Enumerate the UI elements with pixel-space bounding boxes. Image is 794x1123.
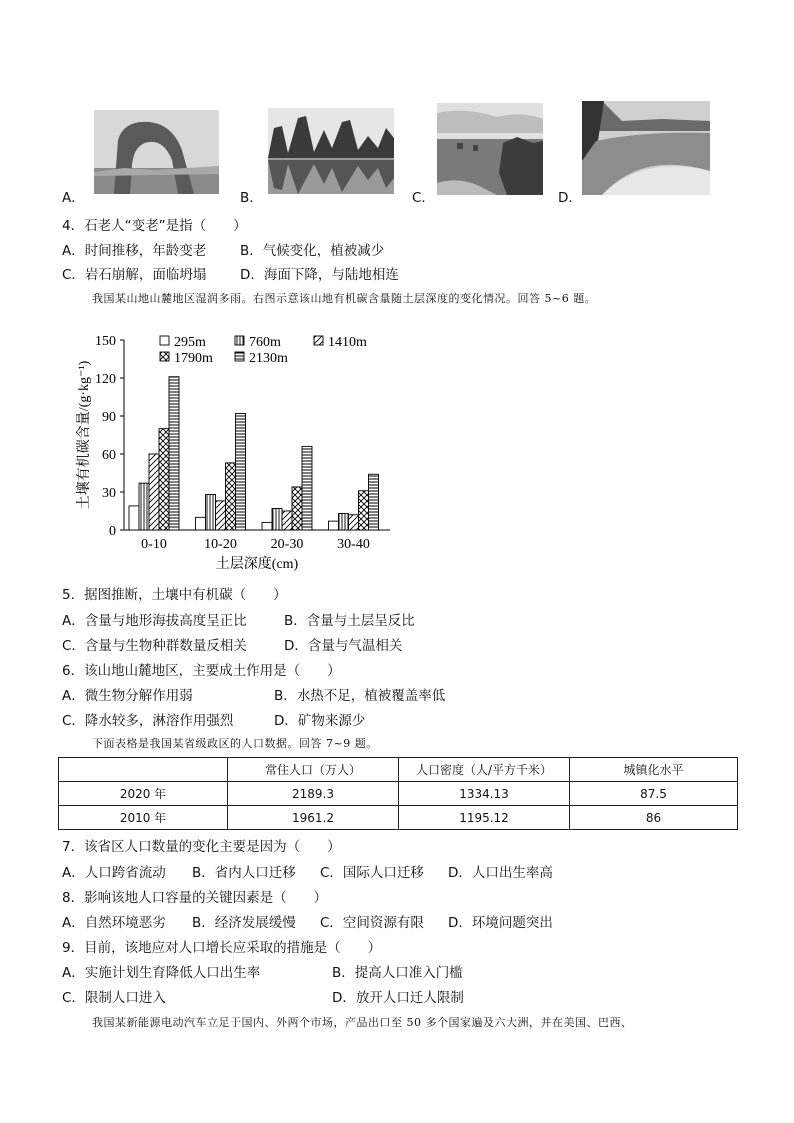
q4-option-b: B．气候变化，植被减少 [240,243,385,259]
bar [236,413,246,530]
q4-option-d: D．海面下降，与陆地相连 [240,267,399,283]
option-a-photo-arch [94,110,219,194]
legend-swatch [160,352,169,361]
q7-option-c: C．国际人口迁移 [320,865,424,881]
intro-7-9: 下面表格是我国某省级政区的人口数据。回答 7~9 题。 [92,737,378,750]
y-tick-label: 90 [102,410,116,425]
intro-last: 我国某新能源电动汽车立足于国内、外两个市场，产品出口至 50 多个国家遍及六大洲，并在美国、巴西、 [92,1016,633,1029]
q7-option-d: D．人口出生率高 [448,865,553,881]
legend-swatch [314,336,323,345]
bar [169,377,179,530]
q4-stem: 4．石老人“变老”是指（ ） [62,218,247,234]
bar [339,514,349,530]
q8-stem: 8．影响该地人口容量的关键因素是（ ） [62,890,328,906]
bar [216,501,226,530]
q5-option-d: D．含量与气温相关 [284,638,403,654]
bar [369,474,379,530]
q7-option-b: B．省内人口迁移 [192,865,296,881]
bar [272,508,282,530]
legend-label: 760m [249,335,281,350]
table-cell: 2189.3 [228,782,399,806]
table-row [59,806,738,830]
table-cell: 2010 年 [59,806,228,830]
q8-option-d: D．环境问题突出 [448,915,553,931]
population-table [58,757,738,830]
q6-option-a: A．微生物分解作用弱 [62,688,193,704]
q6-option-d: D．矿物来源少 [274,713,366,729]
legend-label: 1790m [174,351,213,366]
y-tick-label: 60 [102,448,116,463]
bar [159,429,169,530]
table-row [59,782,738,806]
bar [139,483,149,530]
legend-swatch [235,352,244,361]
bar [292,487,302,530]
bar [349,515,359,530]
y-tick-label: 30 [102,486,116,501]
q5-option-a: A．含量与地形海拔高度呈正比 [62,613,247,629]
legend-label: 1410m [328,335,367,350]
option-d-label: D． [558,190,582,206]
intro-5-6: 我国某山地山麓地区湿润多雨。右图示意该山地有机碳含量随土层深度的变化情况。回答 5~6 题。 [92,292,597,305]
q5-option-c: C．含量与生物种群数量反相关 [62,638,247,654]
bar [206,495,216,530]
q6-option-c: C．降水较多，淋溶作用强烈 [62,713,234,729]
option-b-label: B． [240,190,263,206]
y-tick-label: 150 [95,334,116,349]
option-d-photo-beach [582,101,710,195]
q8-option-b: B．经济发展缓慢 [192,915,296,931]
bar [329,521,339,530]
option-a-label: A． [62,190,85,206]
table-header-cell [59,758,228,782]
q9-option-d: D．放开人口迁人限制 [332,990,464,1006]
option-c-label: C． [412,190,435,206]
x-tick-label: 10-20 [204,537,237,552]
y-tick-label: 120 [95,372,116,387]
x-axis-label: 土层深度(cm) [215,557,299,572]
legend-swatch [160,336,169,345]
table-cell: 1195.12 [399,806,570,830]
q8-option-c: C．空间资源有限 [320,915,424,931]
x-tick-label: 0-10 [141,537,167,552]
table-header-cell: 城镇化水平 [570,758,738,782]
q4-option-c: C．岩石崩解，面临坍塌 [62,267,207,283]
legend-label: 2130m [249,351,288,366]
q6-stem: 6．该山地山麓地区，主要成土作用是（ ） [62,663,341,679]
q7-stem: 7．该省区人口数量的变化主要是因为（ ） [62,839,341,855]
bar [262,522,272,530]
bar [226,463,236,530]
organic-carbon-chart [70,330,400,572]
q9-option-c: C．限制人口进入 [62,990,166,1006]
bar [149,454,159,530]
table-header-row [59,758,738,782]
table-header-cell: 常住人口（万人） [228,758,399,782]
q4-option-a: A．时间推移，年龄变老 [62,243,207,259]
bar [359,491,369,530]
y-axis-label: 土壤有机碳含量/(g·kg⁻¹) [77,360,92,510]
q9-option-a: A．实施计划生育降低人口出生率 [62,965,261,981]
legend-swatch [235,336,244,345]
q5-option-b: B．含量与土层呈反比 [284,613,415,629]
q5-stem: 5．据图推断，土壤中有机碳（ ） [62,587,287,603]
q8-option-a: A．自然环境恶劣 [62,915,166,931]
y-tick-label: 0 [109,524,116,539]
table-cell: 2020 年 [59,782,228,806]
q7-option-a: A．人口跨省流动 [62,865,166,881]
option-b-photo-karst [268,108,394,194]
table-cell: 1961.2 [228,806,399,830]
table-cell: 1334.13 [399,782,570,806]
legend-label: 295m [174,335,206,350]
q9-option-b: B．提高人口准入门槛 [332,965,463,981]
table-header-cell: 人口密度（人/平方千米） [399,758,570,782]
bar [129,506,139,530]
bar [282,511,292,530]
q6-option-b: B．水热不足，植被覆盖率低 [274,688,446,704]
bar [196,517,206,530]
x-tick-label: 20-30 [270,537,304,552]
table-cell: 86 [570,806,738,830]
x-tick-label: 30-40 [337,537,370,552]
option-c-photo-sea-stacks [437,103,543,195]
table-cell: 87.5 [570,782,738,806]
q9-stem: 9．目前，该地应对人口增长应采取的措施是（ ） [62,940,382,956]
bar [302,446,312,530]
